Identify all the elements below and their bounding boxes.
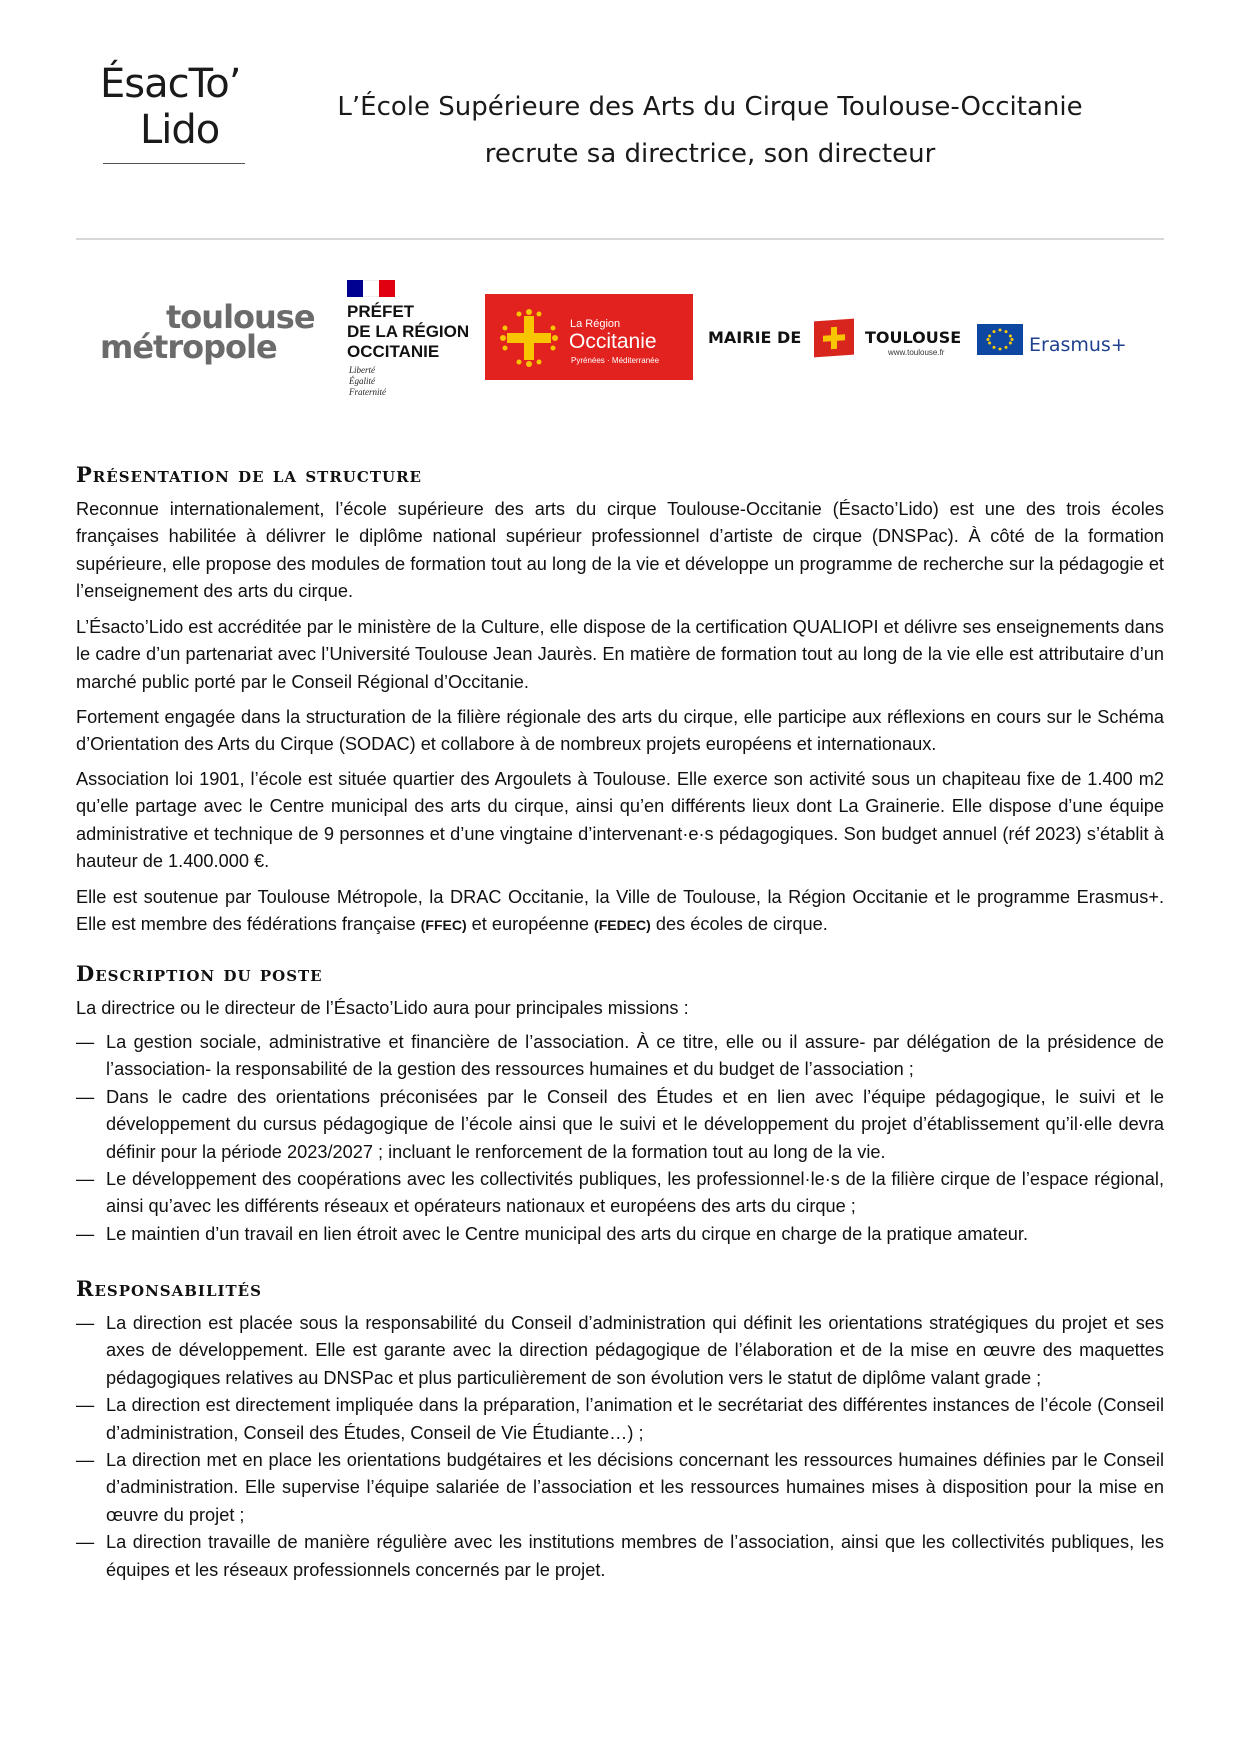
logo-text-line2: Lido: [140, 107, 220, 153]
ffec-label: (FFEC): [420, 917, 467, 934]
list-item: [76, 1529, 1164, 1584]
list-item: [76, 1084, 1164, 1166]
presentation-paragraph-3: Fortement engagée dans la structuration de la filière régionale des arts du cirque, elle participe aux réflexions en cours sur le Schéma d’Orientation des Arts du Cirque (SODAC) et collabore à de nombreux projets européens et internationaux.: [76, 707, 1164, 755]
prefet-region-logo: [345, 280, 485, 400]
list-item-text: La direction est directement impliquée dans la préparation, l’animation et le secrétariat des différentes instances de l’école (Conseil d’administration, Conseil des Études, Conseil de Vie Étudiante…) ;: [106, 1395, 1164, 1443]
dash-bullet: —: [76, 1169, 95, 1190]
header-divider: [76, 238, 1164, 240]
dash-bullet: —: [76, 1450, 95, 1471]
presentation-paragraph-1: Reconnue internationalement, l’école supérieure des arts du cirque Toulouse-Occitanie (Ésacto’Lido) est une des trois écoles françaises habilitée à délivrer le diplôme national supérieur professionnel d’artiste de cirque (DNSPac). À côté de la formation supérieure, elle propose des modules de formation tout au long de la vie et développe un programme de recherche sur la pédagogie et l’enseignement des arts du cirque.: [76, 499, 1164, 602]
dash-bullet: —: [76, 1086, 95, 1107]
dash-bullet: —: [76, 1032, 95, 1052]
mairie-url: www.toulouse.fr: [888, 348, 945, 357]
prefet-text: PRÉFET DE LA RÉGION OCCITANIE: [347, 302, 470, 361]
list-item-text: Le maintien d’un travail en lien étroit avec le Centre municipal des arts du cirque en charge de la pratique amateur.: [106, 1223, 1029, 1244]
erasmus-text: Erasmus+: [1029, 334, 1127, 356]
p5-part-e: des écoles de cirque.: [650, 914, 828, 935]
dash-bullet: —: [76, 1532, 95, 1553]
list-item-text: La direction est placée sous la responsabilité du Conseil d’administration qui définit les orientations stratégiques du projet et ses axes de développement. Elle est garante avec la direction pédagogique de l’élaboration et de la mise en œuvre des maquettes pédagogiques relatives au DNSPac et plus particulièrement de son évolution vers le statut de diplôme valant grade ;: [106, 1313, 1164, 1388]
description-intro: La directrice ou le directeur de l’Ésacto’Lido aura pour principales missions :: [76, 998, 689, 1018]
list-item: [76, 1447, 1164, 1529]
region-small-label: La Région: [570, 318, 621, 330]
presentation-paragraph-2: L’Ésacto’Lido est accréditée par le ministère de la Culture, elle dispose de la certification QUALIOPI et délivre ses enseignements dans le cadre d’un partenariat avec l’Université Toulouse Jean Jaurès. En matière de formation tout au long de la vie elle est attributaire d’un marché public porté par le Conseil Régional d’Occitanie.: [76, 617, 1164, 692]
erasmus-logo: [977, 324, 1137, 364]
toulouse-flag-icon: [814, 319, 854, 358]
mairie-right-text: TOULOUSE: [865, 328, 962, 347]
title-line-1: L’École Supérieure des Arts du Cirque Toulouse-Occitanie: [337, 92, 1083, 122]
presentation-heading: Présentation de la structure: [76, 462, 422, 487]
list-item: [76, 1392, 1164, 1447]
presentation-paragraph-5: [76, 884, 1164, 940]
p5-part-a: Elle est soutenue par Toulouse Métropole, la DRAC Occitanie, la Ville de Toulouse, la Région Occitanie et le programme Erasmus+. Elle est membre des fédérations française: [76, 887, 1164, 935]
toulouse-metropole-logo: [100, 298, 325, 368]
toulouse-metropole-text-1: toulouse: [166, 298, 315, 336]
list-item-text: La direction travaille de manière régulière avec les institutions membres de l’association, ainsi que les collectivités publiques, les équipes et les réseaux professionnels concernés par le projet.: [106, 1532, 1164, 1580]
logo-text-line1: ÉsacTo’: [100, 61, 241, 107]
missions-list: [76, 1029, 1164, 1248]
prefet-motto: Liberté Égalité Fraternité: [349, 365, 386, 397]
page-title: [300, 84, 1120, 178]
list-item: [76, 1310, 1164, 1392]
french-flag-icon: [347, 280, 395, 297]
list-item-text: La direction met en place les orientations budgétaires et les décisions concernant les ressources humaines définies par le Conseil d’administration. Elle supervise l’équipe salariée de l’association et les ressources humaines mises à disposition pour la mise en œuvre du projet ;: [106, 1450, 1164, 1525]
list-item: [76, 1029, 1164, 1084]
presentation-paragraph-4: Association loi 1901, l’école est située quartier des Argoulets à Toulouse. Elle exerce son activité sous un chapiteau fixe de 1.400 m2 qu’elle partage avec le Centre municipal des arts du cirque, ainsi qu’en différents lieux dont La Grainerie. Elle dispose d’une équipe administrative et technique de 9 personnes et d’une vingtaine d’intervenant·e·s pédagogiques. Son budget annuel (réf 2023) s’établit à hauteur de 1.400.000 €.: [76, 769, 1164, 872]
esacto-lido-logo: [100, 62, 248, 167]
region-occitanie-logo: [485, 294, 693, 380]
region-sub: Pyrénées · Méditerranée: [571, 356, 660, 365]
p5-part-c: et européenne: [466, 914, 595, 935]
responsabilites-list: [76, 1310, 1164, 1584]
dash-bullet: —: [76, 1395, 95, 1416]
list-item: [76, 1166, 1164, 1221]
mairie-toulouse-logo: [708, 320, 968, 360]
description-heading: Description du poste: [76, 961, 323, 986]
mairie-left-text: MAIRIE DE: [708, 328, 802, 347]
list-item-text: Dans le cadre des orientations préconisées par le Conseil des Études et en lien avec l’équipe pédagogique, le suivi et le développement du cursus pédagogique de l’école ainsi que le suivi et le développement du projet d’établissement qu’il·elle devra définir pour la période 2023/2027 ; incluant le renforcement de la formation tout au long de la vie.: [106, 1086, 1164, 1162]
eu-flag-icon: [977, 324, 1023, 355]
list-item: [76, 1221, 1164, 1248]
title-line-2: recrute sa directrice, son directeur: [484, 139, 936, 169]
logo-underline: [103, 163, 245, 164]
responsabilites-heading: Responsabilités: [76, 1276, 262, 1301]
occitan-cross-icon: [499, 308, 559, 368]
dash-bullet: —: [76, 1223, 95, 1244]
dash-bullet: —: [76, 1313, 95, 1333]
region-name: Occitanie: [569, 330, 657, 353]
toulouse-metropole-text-2: métropole: [100, 328, 277, 366]
fedec-label: (FEDEC): [594, 917, 651, 934]
list-item-text: Le développement des coopérations avec les collectivités publiques, les professionnel·le·s de la filière cirque de l’espace régional, ainsi qu’avec les différents réseaux et opérateurs nationaux et européens des arts du cirque ;: [106, 1169, 1164, 1217]
list-item-text: La gestion sociale, administrative et financière de l’association. À ce titre, elle ou il assure- par délégation de la présidence de l’association- la responsabilité de la gestion des ressources humaines et du budget de l’association ;: [106, 1032, 1164, 1080]
